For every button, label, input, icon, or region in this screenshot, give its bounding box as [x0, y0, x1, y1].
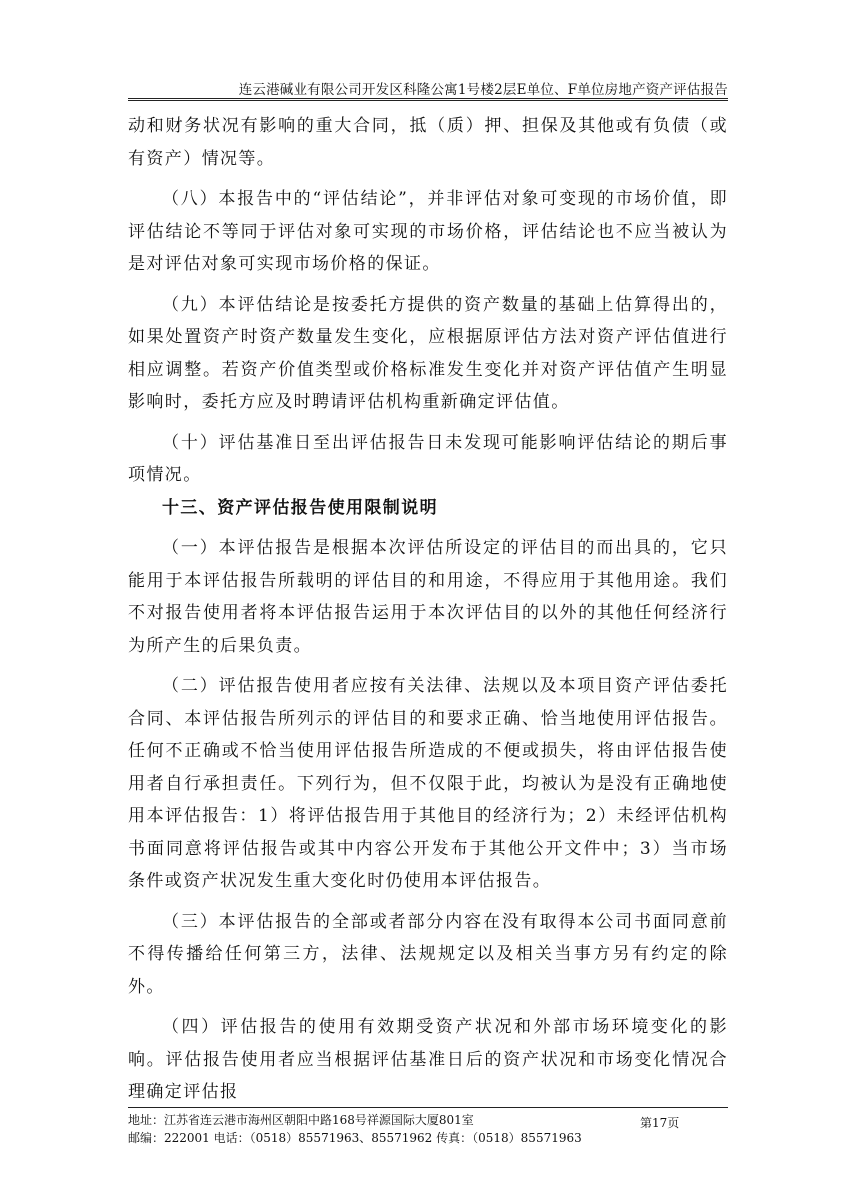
paragraph-continuation: 动和财务状况有影响的重大合同，抵（质）押、担保及其他或有负债（或有资产）情况等。 — [128, 116, 728, 169]
page-number: 第17页 — [640, 1116, 680, 1130]
footer-contact: 邮编：222001 电话：（0518）85571963、85571962 传真：（0518）85571963 — [128, 1131, 582, 1145]
footer-address: 地址：江苏省连云港市海州区朝阳中路168号祥源国际大厦801室 — [128, 1113, 474, 1127]
paragraph-restriction-4: （四）评估报告的使用有效期受资产状况和外部市场环境变化的影响。评估报告使用者应当根据评估基准日后的资产状况和市场变化情况合理确定评估报 — [128, 1017, 728, 1102]
paragraph-restriction-3: （三）本评估报告的全部或者部分内容在没有取得本公司书面同意前不得传播给任何第三方，法律、法规规定以及相关当事方另有约定的除外。 — [128, 911, 728, 997]
paragraph-item-8: （八）本报告中的“评估结论”，并非评估对象可变现的市场价值，即评估结论不等同于评估对象可实现的市场价格，评估结论也不应当被认为是对评估对象可实现市场价格的保证。 — [128, 189, 728, 274]
page-header-title: 连云港碱业有限公司开发区科隆公寓1号楼2层E单位、F单位房地产资产评估报告 — [238, 82, 728, 98]
paragraph-item-10: （十）评估基准日至出评估报告日未发现可能影响评估结论的期后事项情况。 — [128, 432, 728, 485]
section-heading-13: 十三、资产评估报告使用限制说明 — [162, 497, 438, 518]
footer-rule — [128, 1107, 728, 1108]
paragraph-item-9: （九）本评估结论是按委托方提供的资产数量的基础上估算得出的，如果处置资产时资产数量发生变化，应根据原评估方法对资产评估值进行相应调整。若资产价值类型或价格标准发生变化并对资产评估值产生明显影响时，委托方应及时聘请评估机构重新确定评估值。 — [128, 294, 728, 412]
paragraph-restriction-1: （一）本评估报告是根据本次评估所设定的评估目的而出具的，它只能用于本评估报告所载明的评估目的和用途，不得应用于其他用途。我们不对报告使用者将本评估报告运用于本次评估目的以外的其他任何经济行为所产生的后果负责。 — [128, 538, 728, 656]
document-body — [128, 110, 728, 1109]
header-rule — [128, 98, 728, 101]
paragraph-restriction-2: （二）评估报告使用者应按有关法律、法规以及本项目资产评估委托合同、本评估报告所列示的评估目的和要求正确、恰当地使用评估报告。任何不正确或不恰当使用评估报告所造成的不便或损失，将由评估报告使用者自行承担责任。下列行为，但不仅限于此，均被认为是没有正确地使用本评估报告：1）将评估报告用于其他目的经济行为；2）未经评估机构书面同意将评估报告或其中内容公开发布于其他公开文件中；3）当市场条件或资产状况发生重大变化时仍使用本评估报告。 — [128, 676, 728, 891]
